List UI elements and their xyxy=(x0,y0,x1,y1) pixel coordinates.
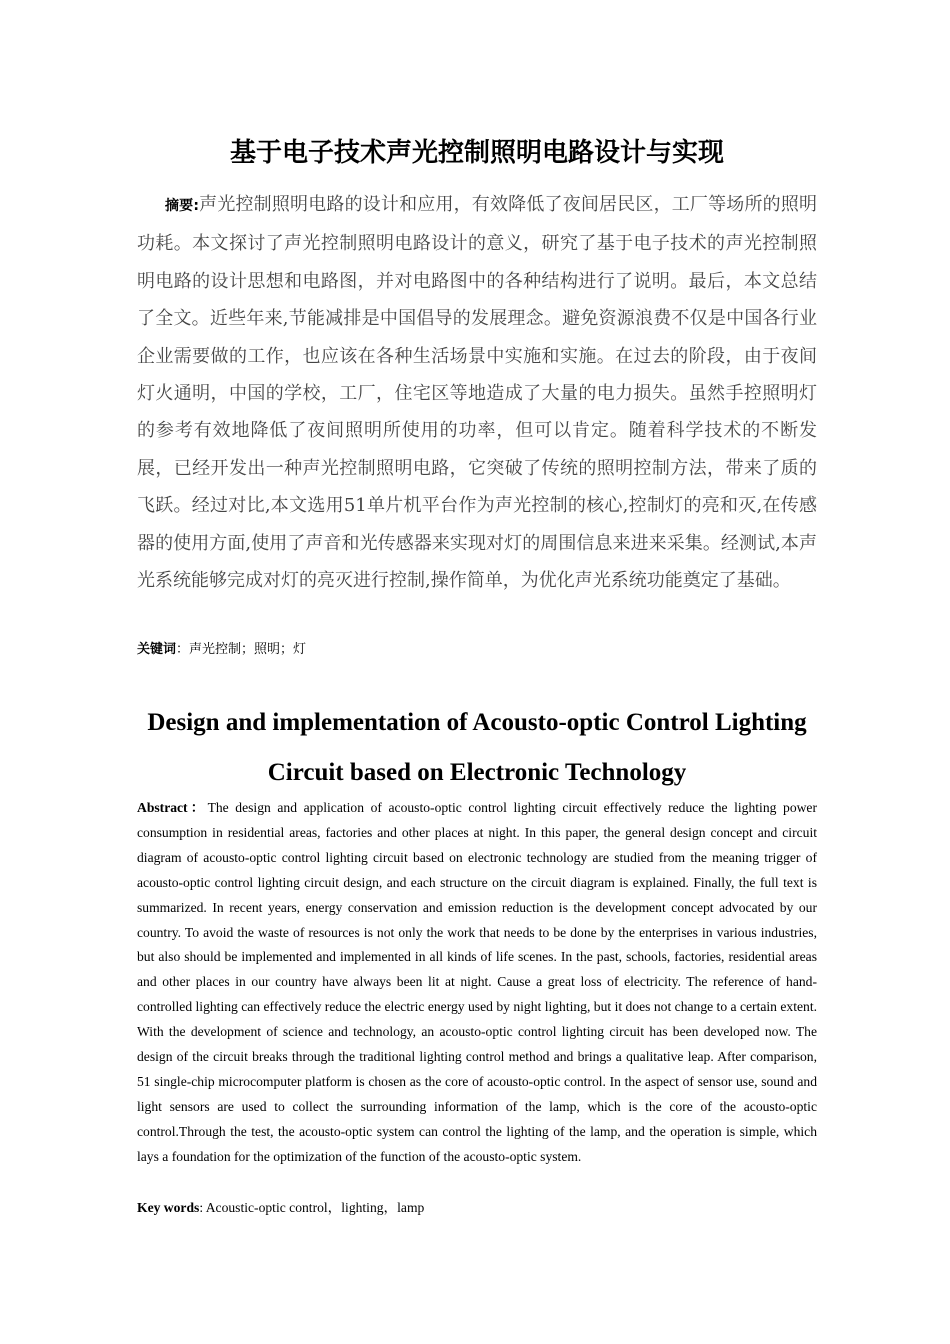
chinese-keywords-text: ：声光控制；照明；灯 xyxy=(176,642,307,657)
chinese-abstract-text: 声光控制照明电路的设计和应用，有效降低了夜间居民区，工厂等场所的照明功耗。本文探讨了声光控制照明电路设计的意义，研究了基于电子技术的声光控制照明电路的设计思想和电路图，并对电路图中的各种结构进行了说明。最后，本文总结了全文。近些年来,节能减排是中国倡导的发展理念。避免资源浪费不仅是中国各行业企业需要做的工作，也应该在各种生活场景中实施和实施。在过去的阶段，由于夜间灯火通明，中国的学校，工厂，住宅区等地造成了大量的电力损失。虽然手控照明灯的参考有效地降低了夜间照明所使用的功率，但可以肯定。随着科学技术的不断发展，已经开发出一种声光控制照明电路，它突破了传统的照明控制方法，带来了质的飞跃。经过对比,本文选用51单片机平台作为声光控制的核心,控制灯的亮和灭,在传感器的使用方面,使用了声音和光传感器来实现对灯的周围信息来进来采集。经测试,本声光系统能够完成对灯的亮灭进行控制,操作简单，为优化声光系统功能奠定了基础。 xyxy=(137,194,818,592)
chinese-abstract xyxy=(137,186,817,599)
chinese-title: 基于电子技术声光控制照明电路设计与实现 xyxy=(229,138,724,168)
chinese-abstract-label: 摘要: xyxy=(165,198,199,214)
english-keywords-label: Key words xyxy=(137,1200,200,1215)
chinese-keywords xyxy=(137,638,817,662)
english-abstract xyxy=(137,796,817,1170)
english-keywords xyxy=(137,1196,817,1220)
english-abstract-label: Abstract： xyxy=(137,800,208,815)
english-keywords-text: : Acoustic-optic control，lighting，lamp xyxy=(199,1200,425,1215)
chinese-keywords-label: 关键词 xyxy=(137,642,177,657)
english-abstract-text: The design and application of acousto-optic control lighting circuit effectively reduce the lighting power consumption in residential areas, factories and other places at night. In this paper, the general design concept and circuit diagram of acousto-optic control lighting circuit based on electronic technology are studied from the meaning trigger of acousto-optic control lighting circuit design, and each structure on the circuit diagram is explained. Finally, the full text is summarized. In recent years, energy conservation and emission reduction is the development concept advocated by our country. To avoid the waste of resources is not only the work that needs to be done by the enterprises in various industries, but also should be implemented and implemented in all kinds of life scenes. In the past, schools, factories, residential areas and other places in our country have always been lit at night. Cause a great loss of electricity. The reference of hand-controlled lighting can effectively reduce the electric energy used by night lighting, but it does not change to a certain extent. With the development of science and technology, an acousto-optic control lighting circuit has been developed now. The design of the circuit breaks through the traditional lighting control method and brings a qualitative leap. After comparison, 51 single-chip microcomputer platform is chosen as the core of acousto-optic control. In the aspect of sensor use, sound and light sensors are used to collect the surrounding information of the lamp, which is the core of the acousto-optic control.Through the test, the acousto-optic system can control the lighting of the lamp, and the operation is simple, which lays a foundation for the optimization of the function of the acousto-optic system. xyxy=(137,800,817,1164)
english-title: Design and implementation of Acousto-optic Control Lighting Circuit based on Electronic Technology xyxy=(147,709,807,786)
